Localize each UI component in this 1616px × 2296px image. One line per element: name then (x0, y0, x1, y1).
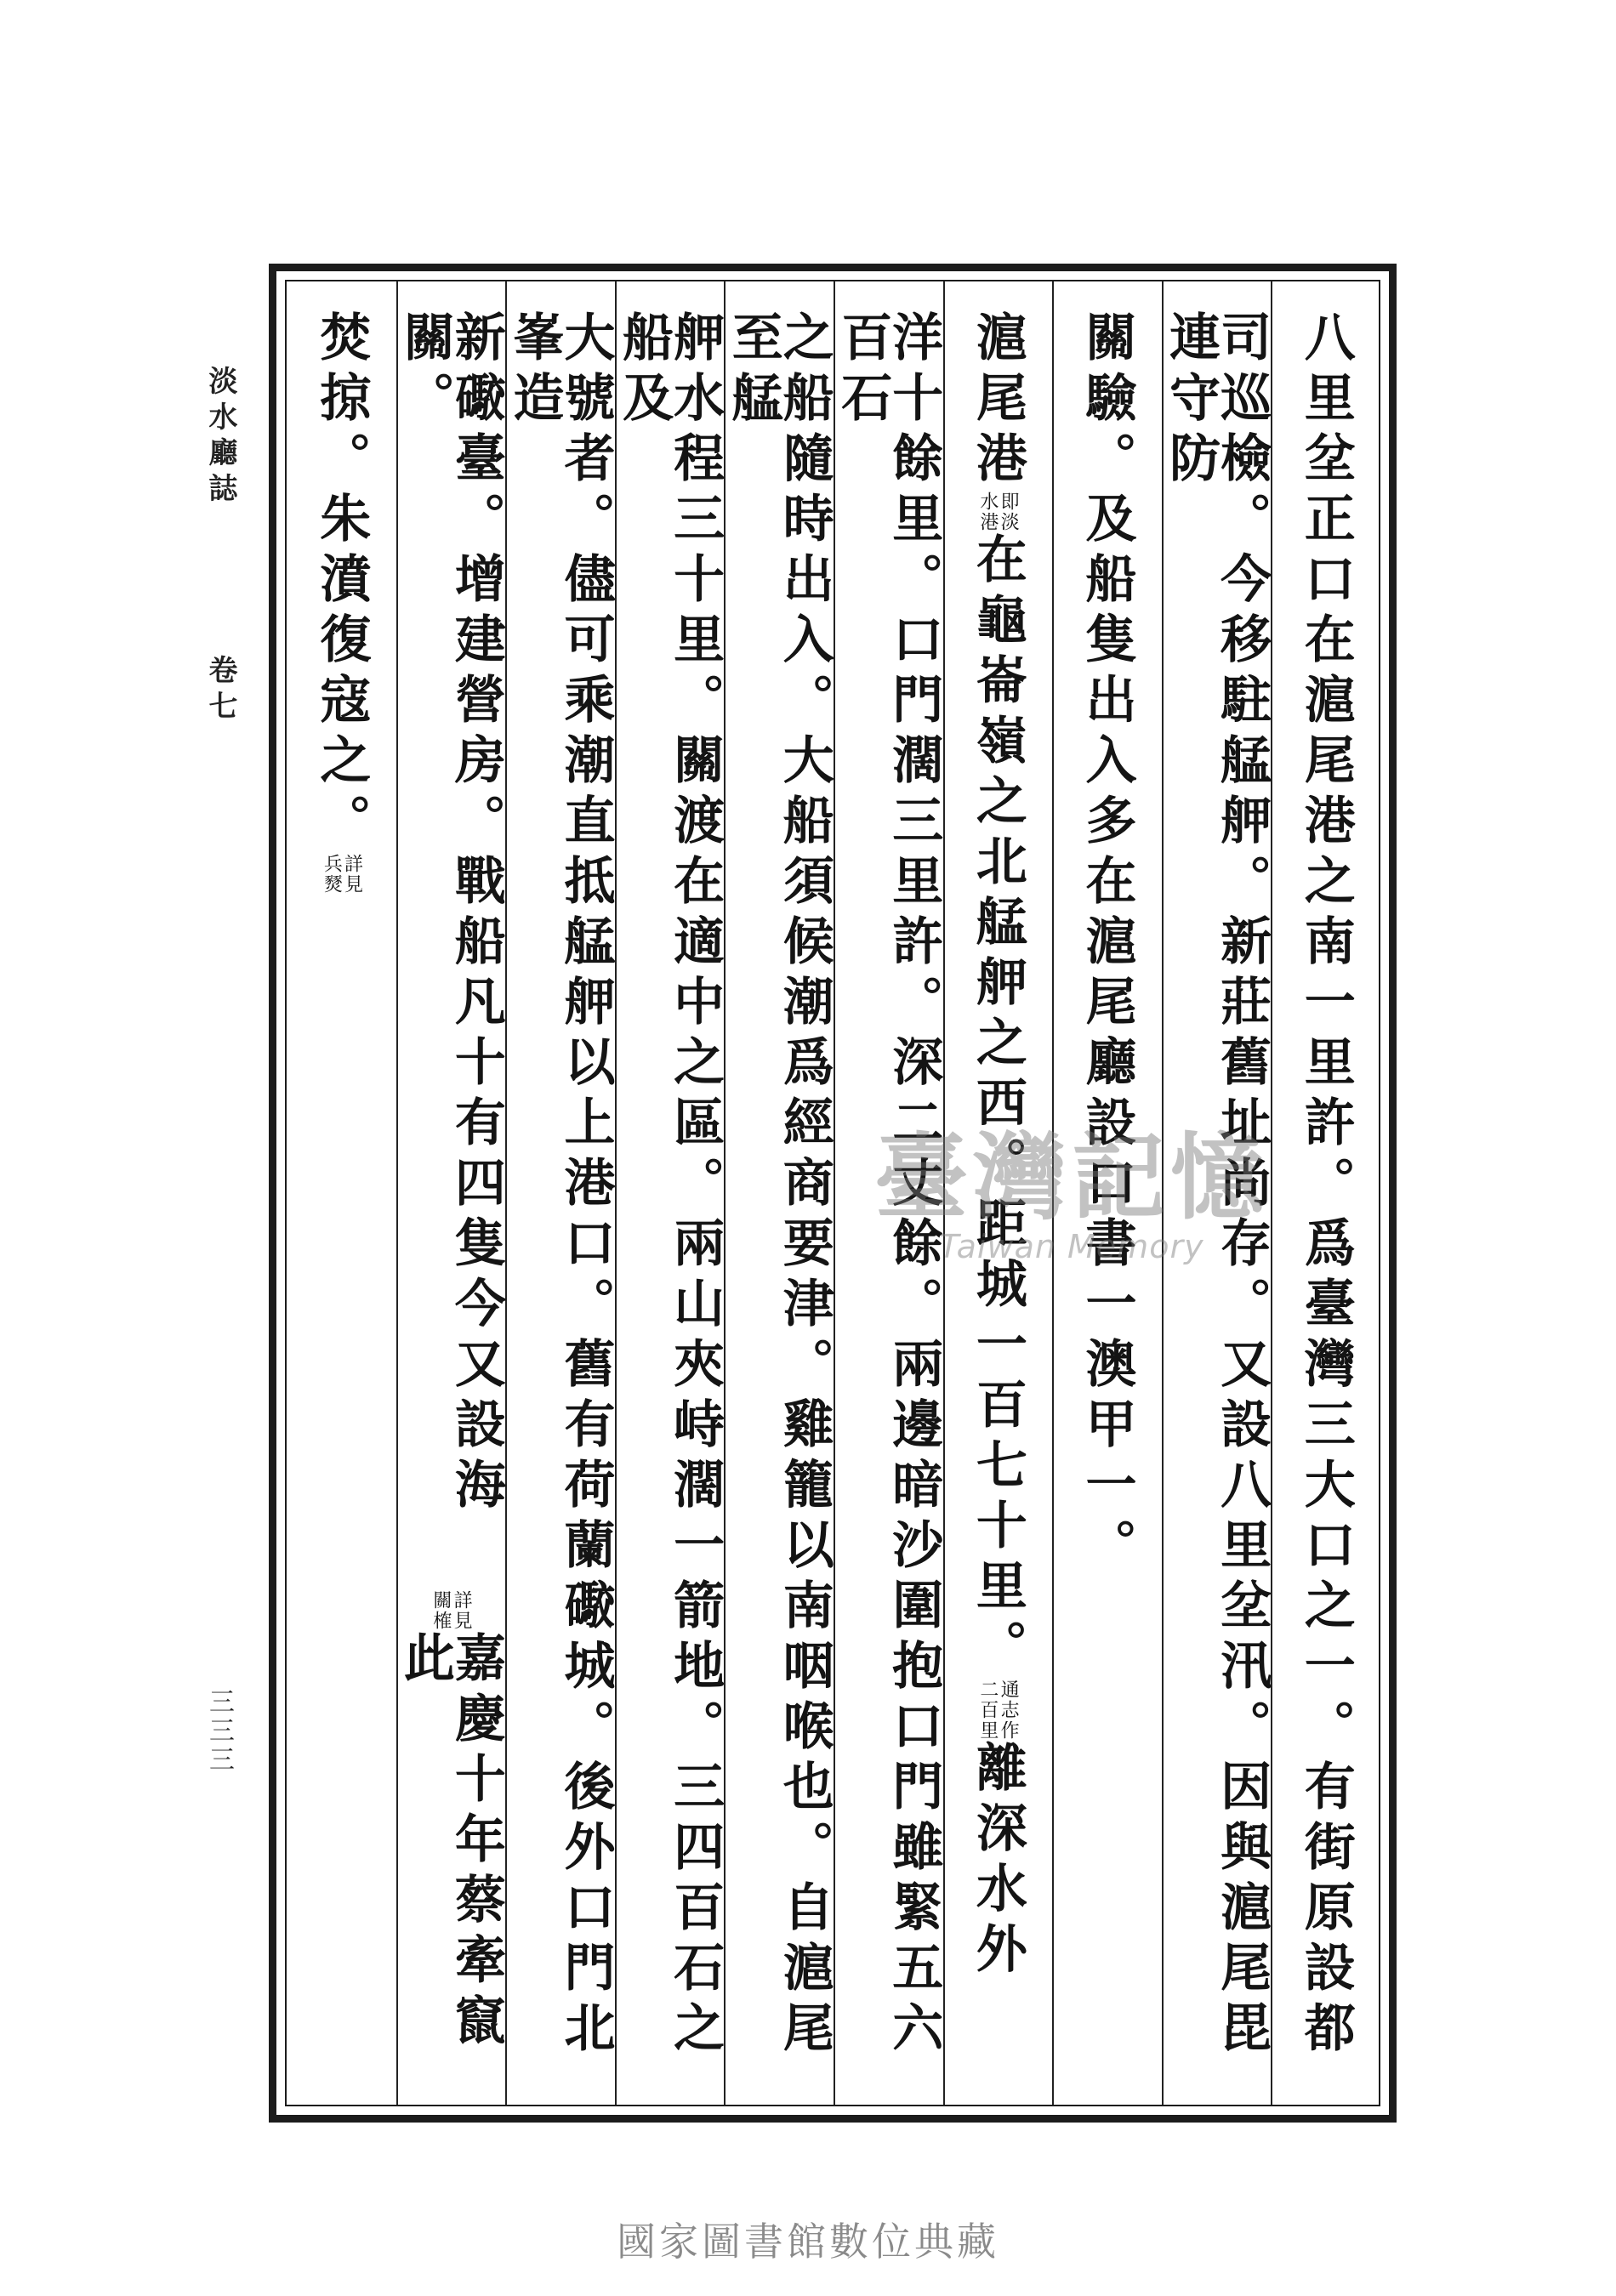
main-text: 之船隨時出入。大船須候潮爲經商要津。雞籠以南咽喉也。自滬尾至艋 (723, 310, 834, 2061)
main-text: 關驗。及船隻出入多在滬尾廳設口書一澳甲一。 (1077, 310, 1137, 1578)
note-line: 二百里 (976, 1679, 999, 1741)
interlinear-note (977, 1679, 1018, 1741)
note-line: 水港 (976, 492, 999, 532)
main-text: 焚掠。朱濆復寇之。 (311, 310, 372, 854)
text-column (614, 310, 725, 2096)
main-text: 在龜崙嶺之北艋舺之西。距城一百七十里。 (967, 532, 1027, 1679)
volume-label: 卷七 (203, 655, 237, 726)
note-line: 關榷 (430, 1589, 452, 1631)
watermark (834, 1122, 1310, 1293)
note-line: 通志作 (998, 1679, 1020, 1741)
text-column (505, 310, 616, 2096)
watermark-english: Taiwan Memory (939, 1228, 1204, 1265)
note-line: 兵燹 (321, 854, 343, 895)
text-column (724, 310, 834, 2096)
note-line: 詳見 (451, 1589, 473, 1631)
interlinear-note (977, 492, 1018, 532)
interlinear-note (321, 854, 361, 895)
page-number: 三三三 (204, 1688, 234, 1775)
book-title: 淡水廳誌 (203, 366, 237, 509)
main-text: 新礮臺。增建營房。戰船凡十有四隻今又設海關。 (395, 310, 506, 1518)
main-text: 離深水外 (967, 1741, 1027, 1982)
text-column (286, 310, 396, 2096)
footer-credit: 國家圖書館數位典藏 (617, 2219, 999, 2265)
main-text: 舺水程三十里。關渡在適中之區。兩山夾峙濶一箭地。三四百石之船及 (614, 310, 725, 2061)
main-text: 八里坌正口 (1295, 310, 1356, 612)
text-column (395, 310, 506, 2096)
main-text: 嘉慶十年蔡牽竄此 (395, 1630, 506, 2054)
main-text: 大號者。儘可乘潮直抵艋舺以上港口。舊有荷蘭礮城。後外口門北峯造 (504, 310, 616, 2061)
interlinear-note (430, 1590, 471, 1631)
main-text: 在滬尾港之南一里許。爲臺灣三大口之一。有街原設都 (1295, 612, 1356, 2061)
main-text: 滬尾港 (967, 310, 1027, 492)
watermark-chinese: 臺灣記憶 (874, 1122, 1269, 1232)
main-text: 司巡檢。今移駐艋舺。新莊舊址尚存。又設八里坌汛。因與滬尾毘連守防 (1161, 310, 1272, 2061)
main-text: 洋十餘里。口門濶三里許。深二丈餘。兩邊暗沙圍抱口門雖緊五六百石 (833, 310, 944, 2061)
note-line: 詳見 (341, 854, 363, 895)
note-line: 即淡 (998, 492, 1020, 532)
